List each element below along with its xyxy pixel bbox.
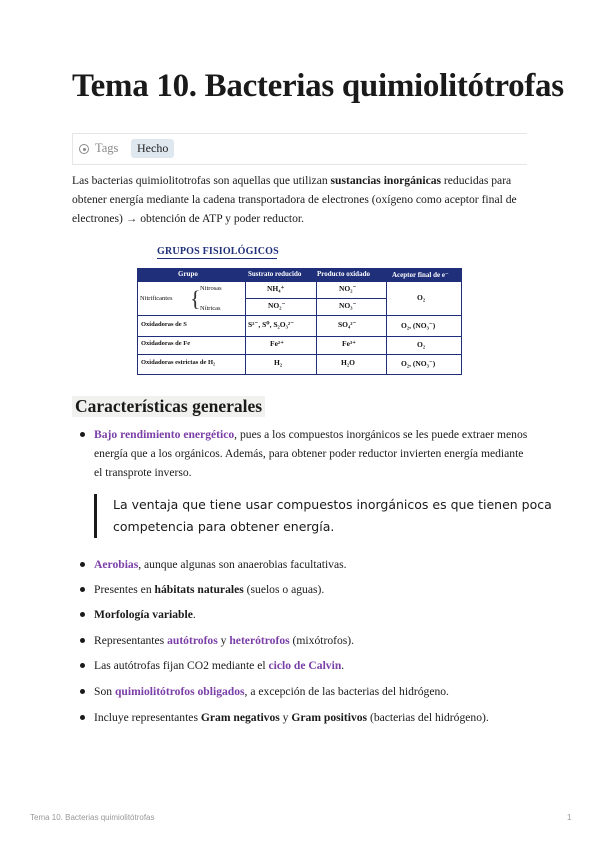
cell-producto-nitricas: NO₃⁻ — [339, 301, 357, 310]
header-grupo: Grupo — [178, 270, 198, 278]
list-text: (mixótrofos). — [289, 634, 355, 647]
bullet-icon — [80, 663, 85, 668]
bullet-icon — [80, 612, 85, 617]
list-item — [72, 555, 532, 574]
list-item — [72, 708, 532, 727]
bullet-icon — [80, 587, 85, 592]
bullet-icon — [80, 638, 85, 643]
cell-producto-h2: H₂O — [341, 358, 355, 367]
page-title: Tema 10. Bacterias quimiolitótrofas — [72, 68, 564, 104]
cell-aceptor-s: O₂, (NO₃⁻) — [401, 321, 436, 330]
row-label-nitrificantes: Nitrificantes — [140, 295, 173, 302]
figure-caption: GRUPOS FISIOLÓGICOS — [157, 246, 279, 257]
cell-producto-nitrosas: NO₂⁻ — [339, 284, 357, 293]
intro-text-2: reducidas para obtener energía mediante la cadena transportadora de electrones (oxígeno como aceptor final de electrones) → obtención de ATP y poder reductor. — [72, 174, 517, 225]
list-item — [72, 580, 532, 599]
row-label-nitrosas: Nitrosas — [200, 285, 222, 292]
list-text: Las autótrofas fijan CO2 mediante el — [94, 659, 269, 672]
table-col-divider — [386, 282, 387, 374]
groups-table — [137, 268, 462, 375]
highlight-text: Aerobias — [94, 558, 139, 571]
properties-divider — [72, 134, 73, 164]
cell-sustrato-h2: H₂ — [274, 358, 283, 367]
list-item — [72, 682, 532, 701]
cell-sustrato-fe: Fe²⁺ — [270, 339, 285, 348]
row-label-nitricas: Nítricas — [200, 305, 221, 312]
cell-sustrato-nitricas: NO₂⁻ — [268, 301, 286, 310]
list-text: , aunque algunas son anaerobias facultativas. — [138, 558, 347, 571]
table-row-divider — [245, 298, 386, 299]
bold-text: Morfología variable — [94, 608, 193, 621]
tag-circle-icon — [79, 144, 89, 154]
brace-glyph: { — [190, 286, 201, 311]
list-text: y — [217, 634, 230, 647]
bullet-icon — [80, 715, 85, 720]
cell-aceptor-fe: O₂ — [417, 340, 426, 349]
cell-sustrato-s: S²⁻, S⁰, S₂O₃²⁻ — [248, 320, 295, 329]
list-item — [72, 425, 532, 482]
footer-title: Tema 10. Bacterias quimiolitótrofas — [30, 813, 155, 822]
list-item — [72, 631, 532, 650]
bold-text: Gram positivos — [291, 711, 368, 724]
list-text: Presentes en — [94, 583, 155, 596]
bullet-icon — [80, 689, 85, 694]
header-producto: Producto oxidado — [317, 270, 370, 278]
table-row-divider — [138, 354, 461, 355]
tags-label: Tags — [95, 141, 119, 155]
table-col-divider — [316, 282, 317, 374]
list-text: . — [341, 659, 345, 672]
highlight-text: autótrofos — [167, 634, 218, 647]
cell-producto-fe: Fe³⁺ — [342, 339, 357, 348]
list-text: , pues a los compuestos inorgánicos se les puede extraer menos energía que a los orgánicos. Además, para obtener poder reductor invierten energía mediante el transprote inverso. — [94, 428, 528, 479]
list-item — [72, 656, 532, 675]
list-item — [72, 605, 532, 624]
table-row-divider — [138, 336, 461, 337]
highlight-text: heterótrofos — [229, 634, 290, 647]
row-label-oxidadoras-fe: Oxidadoras de Fe — [141, 340, 191, 347]
highlight-text: ciclo de Calvin — [268, 659, 342, 672]
cell-aceptor-h2: O₂, (NO₃⁻) — [401, 359, 436, 368]
page-number: 1 — [567, 813, 572, 822]
row-label-oxidadoras-s: Oxidadoras de S — [141, 321, 187, 328]
tag-hecho[interactable]: Hecho — [131, 139, 174, 158]
list-text: . — [192, 608, 196, 621]
intro-paragraph — [72, 171, 530, 228]
intro-bold: sustancias inorgánicas — [330, 174, 442, 187]
table-row-divider — [138, 315, 461, 316]
section-heading: Características generales — [72, 396, 265, 417]
table-header-row — [138, 269, 461, 282]
properties-bar — [72, 133, 527, 165]
table-col-divider — [245, 282, 246, 374]
intro-text-1: Las bacterias quimiolitotrofas son aquellas que utilizan — [72, 174, 331, 187]
blockquote: La ventaja que tiene usar compuestos inorgánicos es que tienen poca competencia para obtener energía. — [94, 494, 553, 538]
highlight-text: quimiolitótrofos obligados — [114, 685, 245, 698]
highlight-text: Bajo rendimiento energético — [94, 428, 235, 441]
row-label-oxidadoras-h2: Oxidadoras estrictas de H₂ — [141, 359, 215, 366]
figure-caption-underline — [157, 258, 277, 259]
list-text: Son — [94, 685, 115, 698]
bullet-icon — [80, 432, 85, 437]
list-text: Representantes — [94, 634, 168, 647]
cell-producto-s: SO₄²⁻ — [338, 320, 357, 329]
list-text: , a excepción de las bacterias del hidrógeno. — [244, 685, 449, 698]
list-text: (suelos o aguas). — [243, 583, 325, 596]
bold-text: hábitats naturales — [154, 583, 244, 596]
cell-aceptor-nitrificantes: O₂ — [417, 293, 426, 302]
header-sustrato: Sustrato reducido — [248, 270, 302, 278]
cell-sustrato-nitrosas: NH₄⁺ — [267, 284, 285, 293]
bold-text: Gram negativos — [200, 711, 280, 724]
header-aceptor: Aceptor final de e⁻ — [392, 271, 449, 279]
list-text: (bacterias del hidrógeno). — [367, 711, 489, 724]
list-text: y — [279, 711, 292, 724]
list-text: Incluye representantes — [94, 711, 201, 724]
bullet-icon — [80, 562, 85, 567]
